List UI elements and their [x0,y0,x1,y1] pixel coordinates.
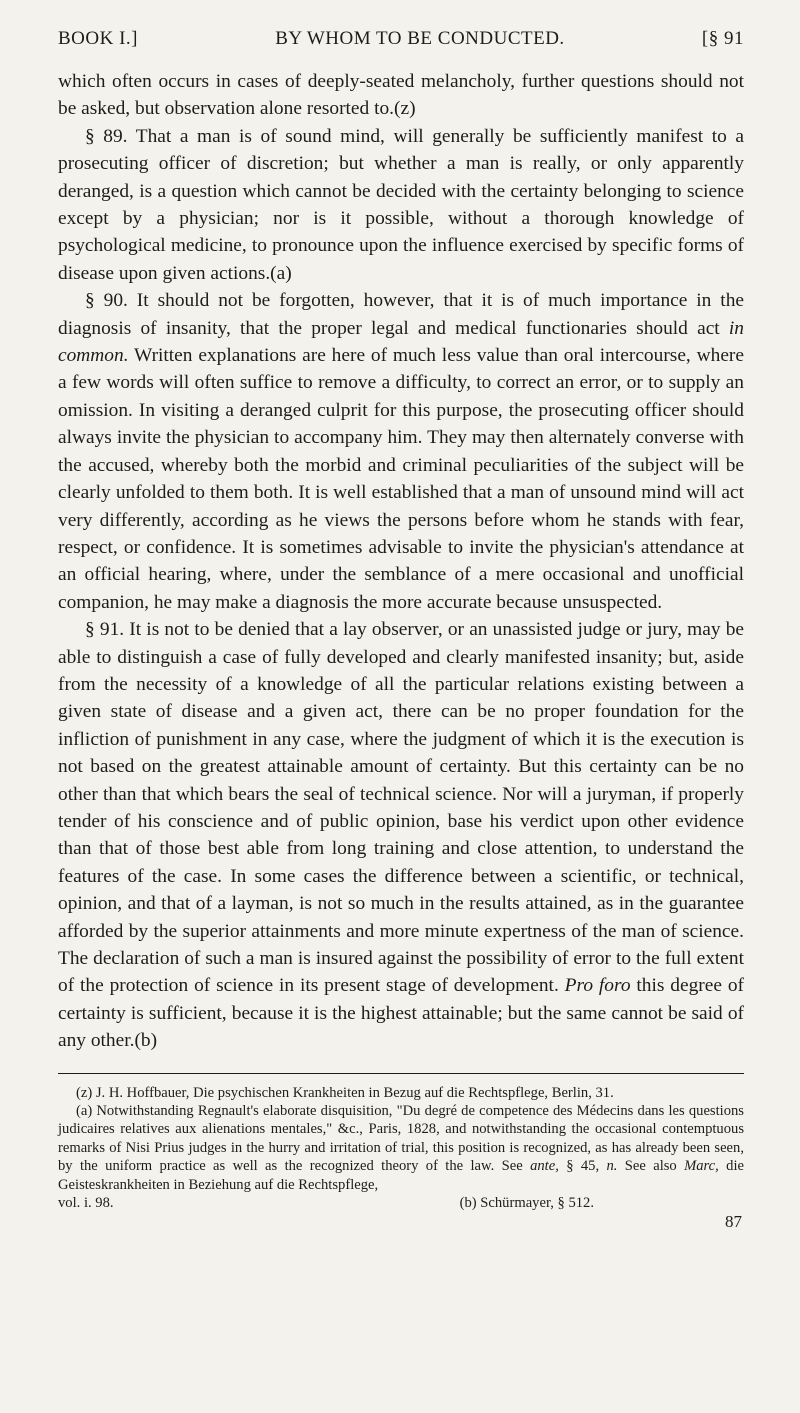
paragraph-section-89: § 89. That a man is of sound mind, will generally be sufficiently manifest to a prosecuting officer of discretion; but whether a man is really, or only apparently deranged, is a question which cannot be decided with the certainty belonging to science except by a physician; nor is it possible, without a thorough knowledge of psychological medicine, to pronounce upon the influence exercised by specific forms of disease upon given actions.(a) [58,125,744,284]
paragraph-continuation: which often occurs in cases of deeply-seated melancholy, further questions should not be asked, but observation alone resorted to.(z) [58,71,744,120]
paragraph-section-90 [58,287,744,616]
section-91-text-b: this degree of certainty is sufficient, because it is the highest attainable; but the same cannot be said of any other.(b) [58,975,744,1052]
running-head-title: BY WHOM TO BE CONDUCTED. [275,28,565,49]
footnote-last-line [58,1194,744,1212]
footnote-a-ante: ante, [530,1158,559,1175]
footnote-a-title: die Geisteskrankheiten in Beziehung auf die Rechtspflege, [58,1158,745,1193]
page-number: 87 [725,1212,742,1232]
section-90-text-b: Written explanations are here of much less value than oral intercourse, where a few words will often suffice to remove a difficulty, to correct an error, or to supply an omission. In visiting a deranged culprit for this purpose, the prosecuting officer should always invite the physician to accompany him. They may then alternately converse with the accused, whereby both the morbid and criminal peculiarities of the subject will be clearly unfolded to them both. It is well established that a man of unsound mind will act very differently, according as he views the persons before whom he stands with fear, respect, or confidence. It is sometimes advisable to invite the physician's attendance at an official hearing, where, under the semblance of a mere occasional and unofficial companion, he may make a diagnosis the more accurate because unsuspected. [58,345,744,613]
section-90-emphasis: in common. [58,317,744,367]
section-91-text-a: § 91. It is not to be denied that a lay observer, or an unassisted judge or jury, may be able to distinguish a case of fully developed and clearly manifested insanity; but, aside from the necessity of a knowledge of all the particular relations existing between a given state of disease and a given act, there can be no proper foundation for the infliction of punishment in any case, where the judgment of which it is the execution is not based on the greatest attainable amount of certainty. But this certainty can be no other than that which bears the seal of technical science. Nor will a juryman, if properly tender of his conscience and of public opinion, base his verdict upon other evidence than that of those best able from long training and close attention, to understand the features of the case. In some cases the difference between a scientific, or technical, opinion, and that of a layman, is not so much in the results attained, as in the guarantee afforded by the superior attainments and more minute expertness of the man of science. The declaration of such a man is insured against the possibility of error to the full extent of the protection of science in its present stage of development. [58,619,744,997]
footnote-a-see-also: See also [617,1158,685,1175]
footnote-b: (b) Schürmayer, § 512. [459,1195,594,1212]
running-head-book: BOOK I.] [58,28,138,49]
footnotes [58,1084,744,1213]
paragraph-section-91 [58,616,744,1055]
footnote-a-text: (a) Notwithstanding Regnault's elaborate disquisition, "Du degré de competence des Médecins dans les questions judicaires relatives aux alienations mentales," &c., Paris, 1828, and notwithstanding the occasional contemptuous remarks of Nisi Prius judges in the hurry and irritation of trial, this position is recognized, as has already been seen, by the uniform practice as well as the recognized theory of the law. See [58,1103,744,1175]
footnote-a-n: n. [606,1158,618,1175]
body-text [58,68,744,1055]
footnote-a-volume: vol. i. 98. [58,1195,114,1212]
running-head-section: [§ 91 [701,28,744,49]
footnote-z: (z) J. H. Hoffbauer, Die psychischen Krankheiten in Bezug auf die Rechtspflege, Berlin, 31. [76,1084,614,1101]
running-head [58,28,744,58]
footnote-a [58,1102,744,1194]
footnote-a-section: § 45, [558,1158,607,1175]
section-90-text-a: § 90. It should not be forgotten, however, that it is of much importance in the diagnosis of insanity, that the proper legal and medical functionaries should act [58,290,744,339]
footnote-a-marc: Marc, [684,1158,719,1175]
section-91-emphasis: Pro foro [564,975,631,997]
footnote-divider [58,1073,744,1074]
